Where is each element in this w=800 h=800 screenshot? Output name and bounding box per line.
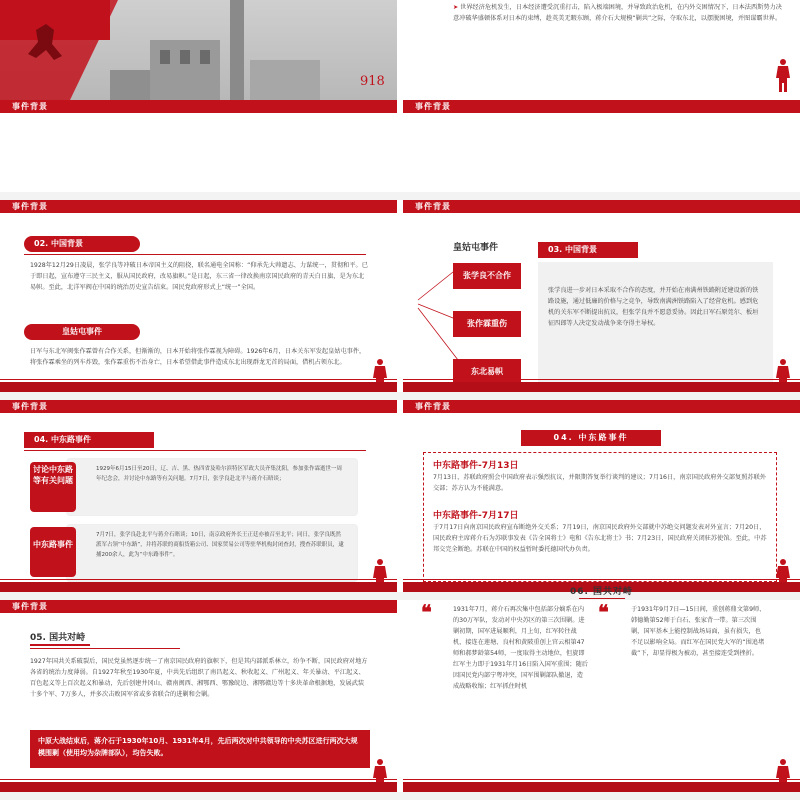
- soldier-icon: [772, 58, 794, 92]
- quote-column: 1931年7月，蒋介石再次集中包括部分嫡系在内的30万军队，发动对中央苏区的第三次围剿。进剿初期，国军进展顺利，月上旬，红军转往战机，接连在莲塘、良村和黄陂重创上官云相第47师和郝梦龄第54师，一度取得主动地位，但旋即红军主力即于1931年月16日陷入国军重围；随后因国民党内部宁粤冲突，国军围剿部队撤退，造成战略收缩；红军抓住时机: [453, 606, 588, 690]
- year-mark: 918: [360, 74, 385, 89]
- subsection-title: 皇姑屯事件: [24, 324, 140, 340]
- title-underline: [24, 450, 366, 451]
- quote-column: 于1931年9月7日—15日间，重创蒋鼎文第9师、韩德勤第52师于白石、张家背一带。第三次围剿，国军基本上能控制战场局面，虽有损失，也不足以影响全局。而红军在国民党大军的“围追堵截”下，却显得极为被动，甚至接连受到挫折。: [631, 606, 766, 657]
- divider: [0, 392, 800, 400]
- section-label: 事件背景: [415, 402, 451, 411]
- divider: [0, 192, 800, 200]
- slide-3: [0, 200, 397, 392]
- event-card-label: 中东路事件: [30, 527, 76, 577]
- bottom-stripe: [0, 582, 397, 592]
- slide-7: [0, 600, 397, 792]
- event-card-text: 1929年6月15日至20日，辽、吉、黑、热四省及哈尔滨特区军政大员齐集沈阳，参加张作霖逝世一周年纪念会，并讨论中东路等有关问题。7月7日，张学良赴北平与蒋介石晤谈；: [96, 466, 342, 482]
- slide-4: [403, 200, 800, 392]
- section-title: 05. 国共对峙: [30, 633, 86, 643]
- title-underline: [579, 598, 625, 599]
- highlight-box: 中原大战结束后，蒋介石于1930年10月、1931年4月，先后两次对中共领导的中央苏区进行两次大规模围剿（使用均为杂牌部队），均告失败。: [30, 730, 370, 768]
- section-label: 事件背景: [415, 202, 451, 211]
- event-card-label: 讨论中东路等有关问题: [30, 462, 76, 512]
- event-card-text: 7月7日，张学良赴北平与蒋介石晤谈；10日，南京政府外长王正廷亦被召至北平；同日，张学良既然派军占领“中东路”，并将苏联的商船货箱公司、国家贸易公司等驻华机构封闭查封，搜查苏联职员，逮捕200余人，此为“中东路事件”。: [96, 532, 344, 558]
- paragraph: 1928年12月29日凌晨，张学良等冲破日本帝国主义的阻挠，联名通电全国称：“仰承先大帅遗志、力谋统一，贯彻和平。已于即日起，宣布遵守三民主义，服从国民政府，改易旗帜。”是日起，东三省一律改换南京国民政府的青天白日旗，是为东北易帜。至此，北洋军阀在中国的统治历史宣告结束。国民党政府形式上“统一”全国。: [30, 262, 368, 291]
- paragraph: 张学良进一步对日本采取不合作的态度，并开始在南满州铁路附近建设新的铁路设施，通过低廉的价格与之竞争，导致南满洲铁路陷入了经营危机。感到危机的关东军不断提出抗议，但张学良并不愿意妥协。因此日军石原莞尔、板垣征四郎等人决定发动战争来夺得主导权。: [548, 287, 759, 327]
- title-underline: [30, 648, 180, 649]
- section-title: 03. 中国背景: [538, 242, 638, 258]
- event-heading: 中东路事件-7月13日: [433, 461, 519, 471]
- section-title: 04. 中东路事件: [521, 430, 661, 446]
- section-label: 事件背景: [12, 602, 48, 611]
- slide-6: [403, 400, 800, 592]
- bottom-stripe: [403, 782, 800, 792]
- bottom-stripe: [403, 382, 800, 392]
- slide-2: [403, 0, 800, 192]
- event-item-3: 东北易帜: [453, 359, 521, 385]
- divider: [0, 792, 800, 800]
- section-label: 事件背景: [12, 102, 48, 111]
- event-item-2: 张作霖重伤: [453, 311, 521, 337]
- paragraph: 1927年国共关系破裂后，国民党虽然逐步统一了南京国民政府的旗帜下，但是其内部派系林立，纷争不断，国民政府对地方各省的统治力度薄弱。自1927年秋至1930年夏，中共先后组织了南昌起义、秋收起义、广州起义、年关暴动、平江起义、百色起义等上百次起义和暴动，先后创建井冈山、赣南闽西、湘鄂西、鄂豫皖边、湘鄂赣边等十多块革命根据地，发展武装十多个军、7万多人，并多次击败国军省或多省联合的进剿和会剿。: [30, 658, 368, 698]
- event-heading: 中东路事件-7月17日: [433, 511, 519, 521]
- bullet-text: ➤ 世界经济危机发生，日本经济遭受沉重打击，陷入极端困境，并导致政治危机，在内外交困情况下，日本法西斯势力决意冲破华盛顿体系对日本的束缚，趁英美无暇东顾，蒋介石大规模“剿共”之际，夺取东北，以摆脱困境，并图谋霸世界。: [453, 4, 782, 22]
- slide-5: [0, 400, 397, 592]
- section-title: 06. 国共对峙: [569, 587, 634, 597]
- section-title: 02. 中国背景: [24, 236, 140, 252]
- section-title: 04. 中东路事件: [24, 432, 154, 448]
- title-underline: [24, 254, 366, 255]
- section-label: 事件背景: [415, 102, 451, 111]
- paragraph: 日军与东北军阀张作霖曾有合作关系，但渐渐的，日本开始将张作霖视为障碍。1926年6月，日本关东军发起皇姑屯事件，将张作霖乘坐的列车炸毁，张作霖重伤不治身亡，日本希望借此事件造成东北出现群龙无首的局面，借机占领东北。: [30, 348, 366, 366]
- event-title: 皇姑屯事件: [453, 243, 499, 253]
- quote-icon: ❝: [598, 600, 609, 624]
- event-item-1: 张学良不合作: [453, 263, 521, 289]
- slide-8: [403, 587, 800, 792]
- bullet-icon: ➤: [453, 4, 461, 11]
- quote-icon: ❝: [421, 600, 432, 624]
- slide-1: [0, 0, 397, 192]
- bottom-stripe: [0, 382, 397, 392]
- bottom-stripe: [0, 782, 397, 792]
- section-label: 事件背景: [12, 202, 48, 211]
- section-label: 事件背景: [12, 402, 48, 411]
- war-ruins-photo: [0, 0, 397, 100]
- title-accent: [30, 644, 90, 646]
- paragraph: 7月13日，苏联政府照会中国政府表示强烈抗议，并限期答复举行谈判的建议；7月16日，南京国民政府外交部复照苏联外交部；苏方认为不能满意。: [433, 474, 766, 492]
- paragraph: 于7月17日向南京国民政府宣布断绝外交关系；7月19日，南京国民政府外交部就中苏绝交问题发表对外宣言；7月20日，国民政府主席蒋介石为苏联事发表《告全国将士》电和《告东北将士》书；7月23日，国民政府关闭驻苏使馆。至此，中苏邦交完全断绝。苏联在中国的权益暂时委托德国代办负责。: [433, 524, 767, 553]
